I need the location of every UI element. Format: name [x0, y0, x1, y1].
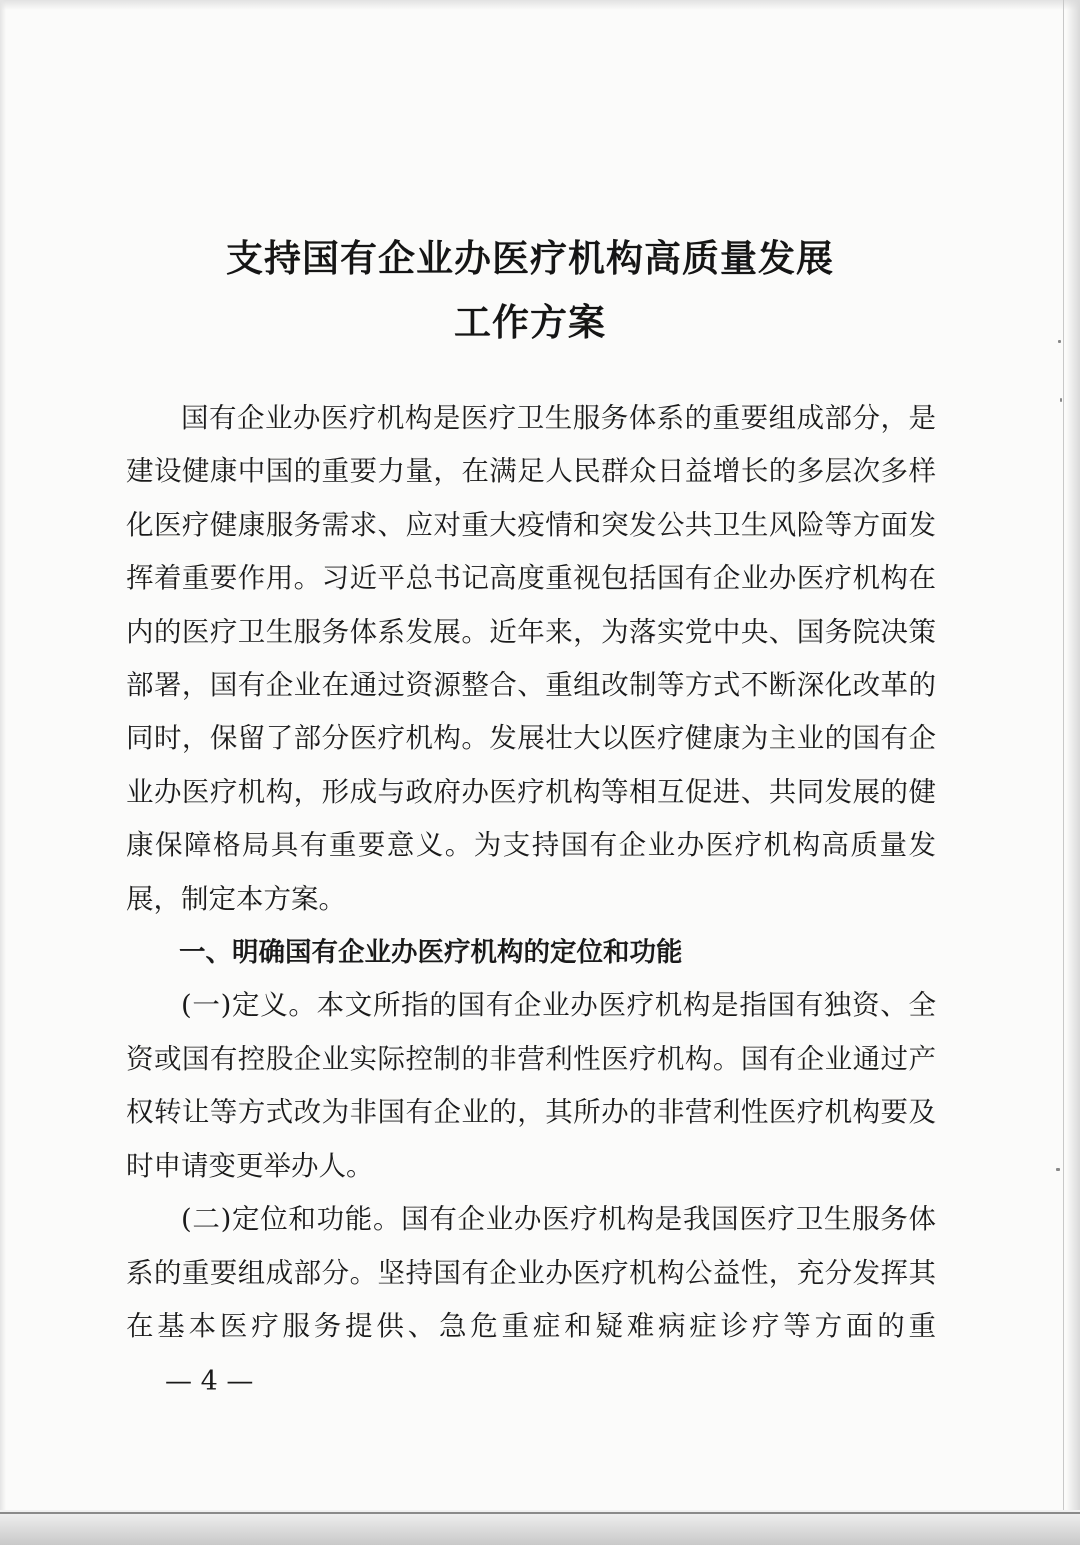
scan-edge-top: [0, 0, 1080, 10]
document-title-line-2: 工作方案: [454, 300, 606, 344]
scan-edge-bottom-line: [0, 1512, 1080, 1514]
document-title-line-1: 支持国有企业办医疗机构高质量发展: [226, 236, 834, 280]
intro-paragraph: 国有企业办医疗机构是医疗卫生服务体系的重要组成部分，是建设健康中国的重要力量，在满足人民群众日益增长的多层次多样化医疗健康服务需求、应对重大疫情和突发公共卫生风险等方面发挥着重要作用。习近平总书记高度重视包括国有企业办医疗机构在内的医疗卫生服务体系发展。近年来，为落实党中央、国务院决策部署，国有企业在通过资源整合、重组改制等方式不断深化改革的同时，保留了部分医疗机构。发展壮大以医疗健康为主业的国有企业办医疗机构，形成与政府办医疗机构等相互促进、共同发展的健康保障格局具有重要意义。为支持国有企业办医疗机构高质量发展，制定本方案。: [126, 402, 936, 915]
scan-speck: [1056, 1168, 1060, 1171]
section-heading-1: 一、明确国有企业办医疗机构的定位和功能: [179, 937, 683, 969]
scan-speck: [1060, 398, 1062, 402]
page-number: — 4 —: [165, 1366, 254, 1397]
scan-edge-bottom: [0, 1510, 1080, 1545]
positioning-paragraph: (二)定位和功能。国有企业办医疗机构是我国医疗卫生服务体系的重要组成部分。坚持国有企业办医疗机构公益性，充分发挥其在基本医疗服务提供、急危重症和疑难病症诊疗等方面的重: [126, 1203, 936, 1342]
scan-edge-line: [1063, 0, 1064, 1545]
scan-edge-right: [1066, 0, 1080, 1545]
definition-paragraph: (一)定义。本文所指的国有企业办医疗机构是指国有独资、全资或国有控股企业实际控制的非营利性医疗机构。国有企业通过产权转让等方式改为非国有企业的，其所办的非营利性医疗机构要及时申请变更举办人。: [126, 989, 936, 1182]
document-body: [126, 392, 936, 1353]
